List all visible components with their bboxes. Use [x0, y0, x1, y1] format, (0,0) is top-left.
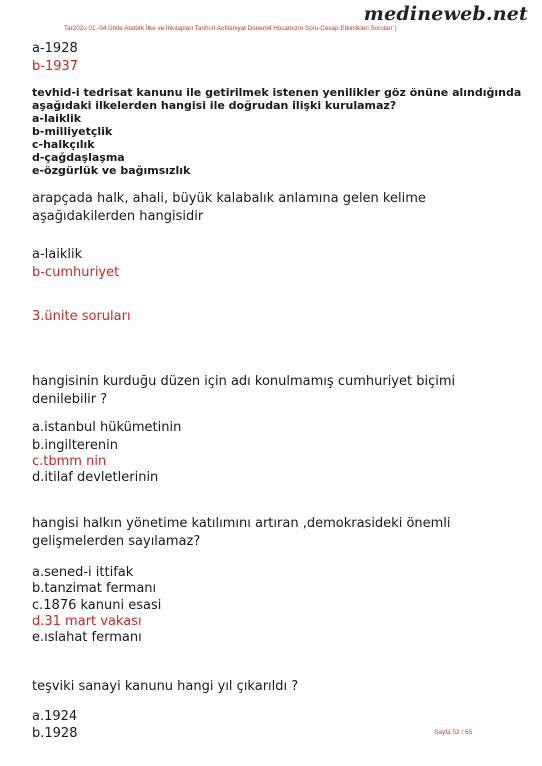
- q0-option-a: a-1928: [32, 41, 78, 56]
- q4-text-line1: hangisi halkın yönetime katılımını artıran ,demokrasideki önemli: [32, 516, 451, 531]
- q1-text-line2: aşağıdaki ilkelerden hangisi ile doğrudan ilişki kurulamaz?: [32, 99, 397, 112]
- q4-option-c: c.1876 kanuni esasi: [32, 598, 162, 613]
- q4-option-e: e.ıslahat fermanı: [32, 630, 142, 645]
- q3-text-line1: hangisinin kurduğu düzen için adı konulmamış cumhuriyet biçimi: [32, 374, 456, 389]
- site-watermark: medineweb.net: [363, 3, 528, 25]
- q2-text-line1: arapçada halk, ahali, büyük kalabalık anlamına gelen kelime: [32, 191, 426, 206]
- q1-option-d: d-çağdaşlaşma: [32, 151, 125, 164]
- q1-option-c: c-halkçılık: [32, 138, 95, 151]
- q2-text-line2: aşağıdakilerden hangisidir: [32, 209, 204, 224]
- q4-option-d-answer: d.31 mart vakası: [32, 614, 142, 629]
- q1-text-line1: tevhid-i tedrisat kanunu ile getirilmek istenen yenilikler göz önüne alındığında: [32, 86, 522, 99]
- q4-text-line2: gelişmelerden sayılamaz?: [32, 534, 201, 549]
- q1-option-a: a-laiklik: [32, 112, 82, 125]
- q5-text-line1: teşviki sanayi kanunu hangi yıl çıkarıldı ?: [32, 679, 299, 694]
- q3-option-b: b.ingilterenin: [32, 438, 118, 453]
- q2-option-b-answer: b-cumhuriyet: [32, 265, 120, 280]
- q5-option-a: a.1924: [32, 709, 78, 724]
- q0-option-b-answer: b-1937: [32, 59, 79, 74]
- q3-text-line2: denilebilir ?: [32, 392, 108, 407]
- q5-option-b: b.1928: [32, 726, 78, 741]
- q4-option-b: b.tanzimat fermanı: [32, 581, 157, 596]
- q3-option-c-answer: c.tbmm nin: [32, 454, 107, 469]
- q1-option-e: e-özgürlük ve bağımsızlık: [32, 164, 191, 177]
- q4-option-a: a.sened-i ittifak: [32, 565, 134, 580]
- page-number: Sayfa 52 / 65: [434, 729, 473, 736]
- q2-option-a: a-laiklik: [32, 247, 83, 262]
- page-header: Tar202u 01.-04.Ünite Atatürk İlke ve İnkılapları Tarihi-II Aofilahiyat Donem4 Hocamızın Soru-Cevap Etkinlikleri Soruları`): [64, 25, 397, 32]
- q3-option-a: a.istanbul hükümetinin: [32, 420, 182, 435]
- q1-option-b: b-milliyetçlik: [32, 125, 113, 138]
- q3-option-d: d.itilaf devletlerinin: [32, 470, 159, 485]
- section-heading: 3.ünite soruları: [32, 309, 131, 324]
